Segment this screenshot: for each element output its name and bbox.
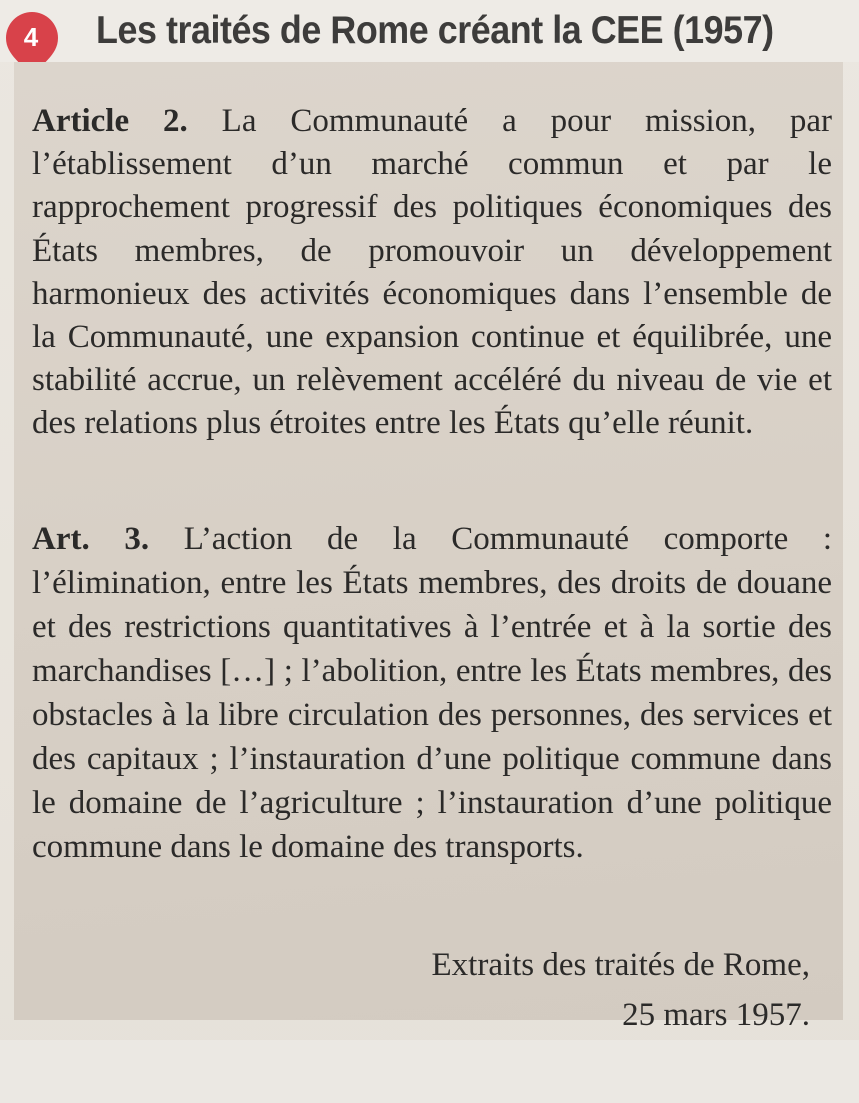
article-3-paragraph bbox=[32, 517, 832, 869]
article-2-text: La Communauté a pour mission, par l’établissement d’un marché commun et par le rapprochement progressif des politiques économiques des États membres, de promouvoir un développement harmonieux des activités économiques dans l’ensemble de la Communauté, une expansion continue et équilibrée, une stabilité accrue, un relèvement accéléré du niveau de vie et des relations plus étroites entre les États qu’elle réunit. bbox=[32, 103, 833, 442]
document-title: Les traités de Rome créant la CEE (1957) bbox=[96, 9, 774, 52]
source-citation bbox=[310, 940, 810, 1040]
article-3-label: Art. 3. bbox=[32, 521, 150, 557]
article-2-label: Article 2. bbox=[32, 103, 188, 139]
source-line-1: Extraits des traités de Rome, bbox=[431, 947, 810, 983]
article-2-paragraph bbox=[32, 100, 832, 446]
document-excerpt-box bbox=[14, 62, 843, 1033]
document-number: 4 bbox=[23, 22, 39, 52]
source-line-2: 25 mars 1957. bbox=[622, 997, 810, 1033]
document-header bbox=[0, 0, 859, 62]
page-bottom-margin bbox=[0, 1040, 859, 1103]
article-3-text: L’action de la Communauté comporte : l’élimination, entre les États membres, des droits de douane et des restrictions quantitatives à l’entrée et à la sortie des marchandises […] ; l’abolition, entre les États membres, des obstacles à la libre circulation des personnes, des services et des capitaux ; l’instauration d’une politique commune dans le domaine de l’agriculture ; l’instauration d’une politique commune dans le domaine des transports. bbox=[32, 521, 833, 865]
